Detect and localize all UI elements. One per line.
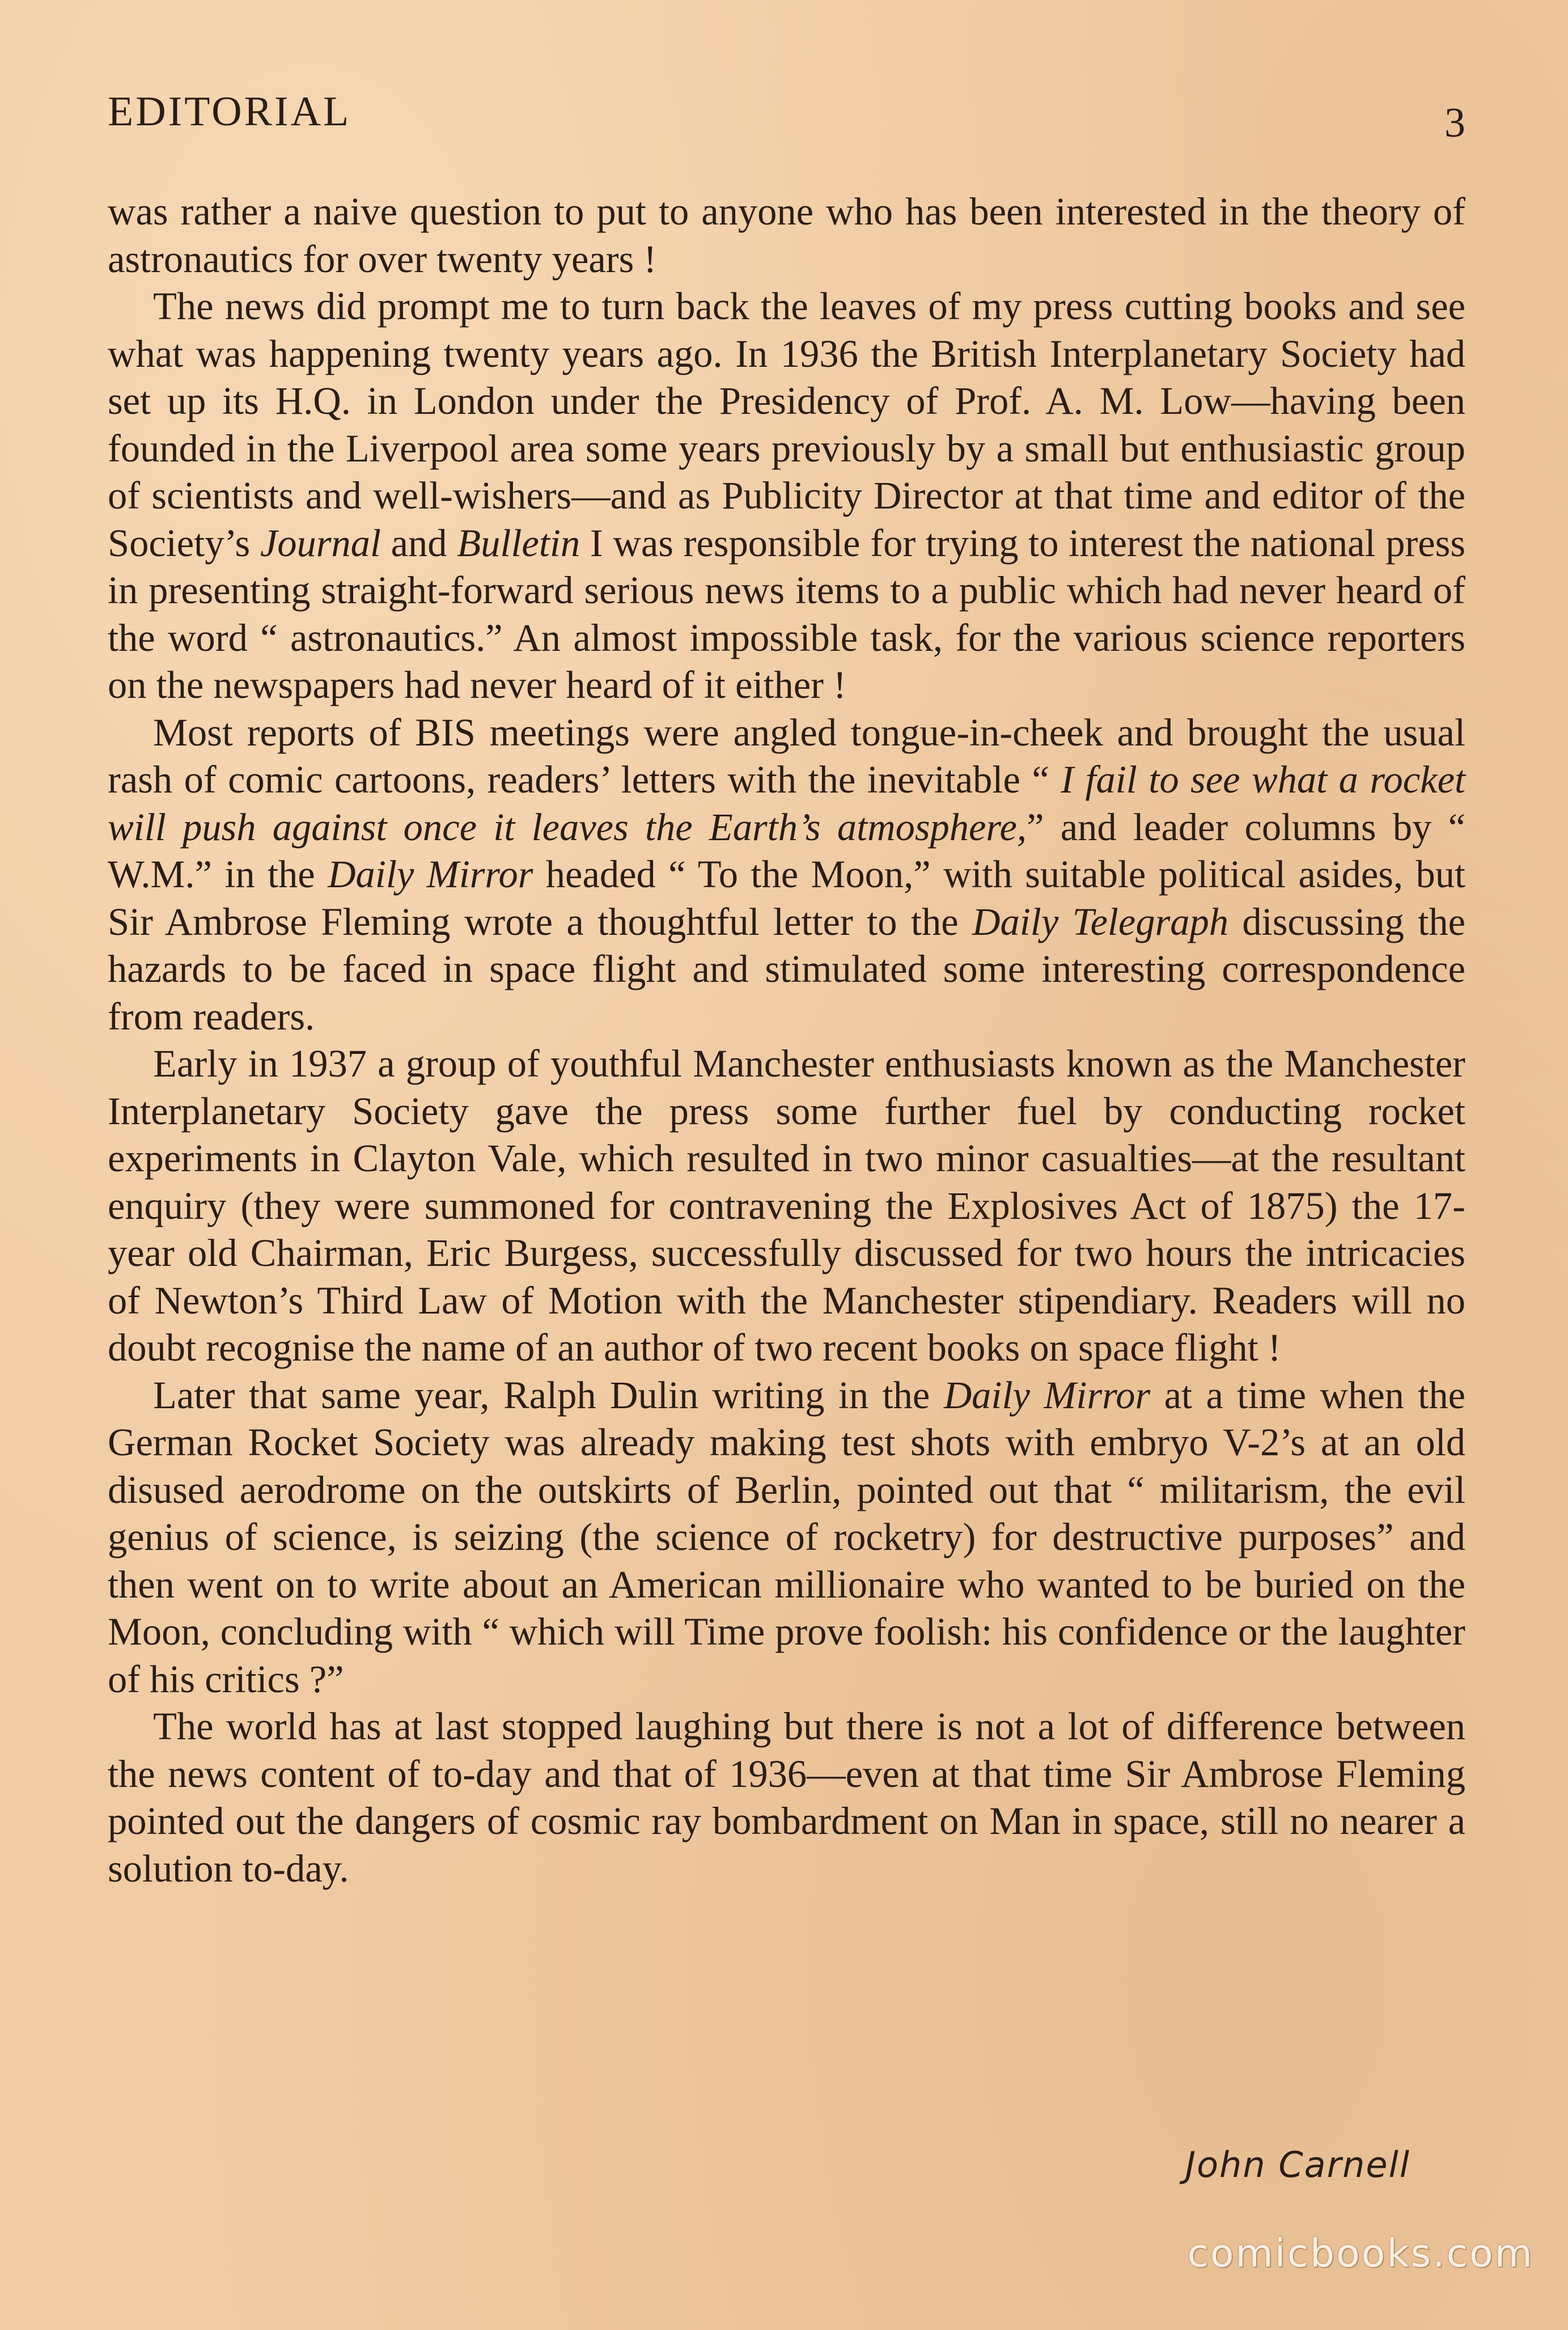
publication-title: Daily Mirror	[943, 1373, 1151, 1417]
paragraph-text: The news did prompt me to turn back the leaves of my press cutting books and see what was happening twenty years ago. In 1936 the British Interplanetary Society had set up its H.Q. in London under the Presidency of Prof. A. M. Low—having been founded in the Liverpool area some years previously by a small but enthusiastic group of scientists and well-wishers—and as Publicity Director at that time and editor of the Society’s	[108, 285, 1465, 565]
paragraph-text: Most reports of BIS meetings were angled tongue-in-cheek and brought the usual rash of comic cartoons, readers’ letters with the inevitable “	[108, 710, 1465, 801]
paragraph	[108, 188, 1465, 283]
running-head: EDITORIAL	[108, 88, 351, 135]
paragraph-text: headed “ To the Moon,” with suitable political asides, but Sir Ambrose Fleming wrote a thoughtful letter to the	[108, 853, 1465, 943]
publication-title: Daily Mirror	[328, 853, 533, 896]
paragraph-text: at a time when the German Rocket Society was already making test shots with embryo V-2’s at an old disused aerodrome on the outskirts of Berlin, pointed out that “ militarism, the evil genius of science, is seizing (the science of rocketry) for destructive purposes” and then went on to write about an American millionaire who wanted to be buried on the Moon, concluding with “ which will Time prove foolish: his confidence or the laughter of his critics ?”	[108, 1373, 1465, 1701]
publication-title: Daily Telegraph	[972, 900, 1228, 943]
paragraph-text: was rather a naive question to put to anyone who has been interested in the theory of astronautics for over twenty years !	[108, 190, 1465, 281]
paragraph	[108, 709, 1465, 1041]
site-watermark: comicbooks.com	[1187, 2231, 1534, 2276]
publication-title: Journal	[260, 521, 381, 565]
paragraph-text: I was responsible for trying to interest the national press in presenting straight-forward serious news items to a public which had never heard of the word “ astronautics.” An almost impossible task, for the various science reporters on the newspapers had never heard of it either !	[108, 521, 1465, 706]
page-number: 3	[1444, 100, 1465, 146]
editorial-body	[108, 188, 1465, 1892]
paragraph	[108, 283, 1465, 709]
publication-title: Bulletin	[457, 521, 580, 565]
paragraph-text: The world has at last stopped laughing but there is not a lot of difference between the news content of to-day and that of 1936—even at that time Sir Ambrose Fleming pointed out the dangers of cosmic ray bombardment on Man in space, still no nearer a solution to-day.	[108, 1705, 1465, 1890]
paragraph	[108, 1703, 1465, 1892]
quoted-letter: I fail to see what a rocket will push against once it leaves the Earth’s atmosphere,	[108, 758, 1466, 849]
page-header	[108, 88, 1465, 153]
paragraph	[108, 1372, 1465, 1704]
author-signature: John Carnell	[1185, 2144, 1410, 2185]
paragraph-text: ” and leader columns by “ W.M.” in the	[108, 805, 1465, 896]
paragraph-text: discussing the hazards to be faced in space flight and stimulated some interesting correspondence from readers.	[108, 900, 1465, 1038]
paragraph	[108, 1040, 1465, 1372]
paragraph-text: and	[380, 521, 457, 565]
paragraph-text: Early in 1937 a group of youthful Manchester enthusiasts known as the Manchester Interplanetary Society gave the press some further fuel by conducting rocket experiments in Clayton Vale, which resulted in two minor casualties—at the resultant enquiry (they were summoned for contravening the Explosives Act of 1875) the 17-year old Chairman, Eric Burgess, successfully discussed for two hours the intricacies of Newton’s Third Law of Motion with the Manchester stipendiary. Readers will no doubt recognise the name of an author of two recent books on space flight !	[108, 1042, 1465, 1369]
paragraph-text: Later that same year, Ralph Dulin writing in the	[153, 1373, 944, 1417]
